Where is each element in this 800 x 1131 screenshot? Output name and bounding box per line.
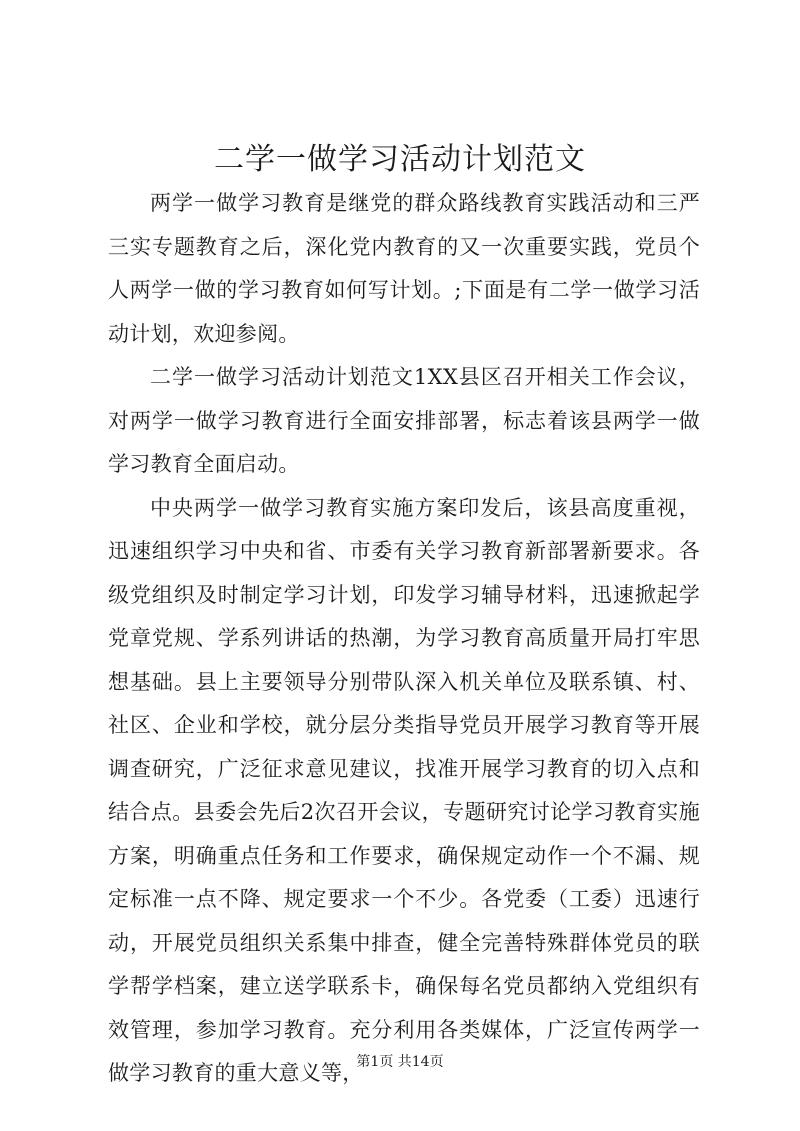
page-footer: 第1页 共14页 (356, 1054, 444, 1070)
document-body (108, 182, 700, 1096)
document-title: 二学一做学习活动计划范文 (214, 142, 586, 177)
paragraph-meeting: 二学一做学习活动计划范文1XX县区召开相关工作会议，对两学一做学习教育进行全面安排部署，标志着该县两学一做学习教育全面启动。 (108, 365, 700, 476)
paragraph-implementation: 中央两学一做学习教育实施方案印发后，该县高度重视，迅速组织学习中央和省、市委有关学习教育新部署新要求。各级党组织及时制定学习计划，印发学习辅导材料，迅速掀起学党章党规、学系列讲话的热潮，为学习教育高质量开局打牢思想基础。县上主要领导分别带队深入机关单位及联系镇、村、社区、企业和学校，就分层分类指导党员开展学习教育等开展调查研究，广泛征求意见建议，找准开展学习教育的切入点和结合点。县委会先后2次召开会议，专题研究讨论学习教育实施方案，明确重点任务和工作要求，确保规定动作一个不漏、规定标准一点不降、规定要求一个不少。各党委（工委）迅速行动，开展党员组织关系集中排查，健全完善特殊群体党员的联学帮学档案，建立送学联系卡，确保每名党员都纳入党组织有效管理，参加学习教育。充分利用各类媒体，广泛宣传两学一做学习教育的重大意义等， (108, 495, 700, 1085)
paragraph-intro: 两学一做学习教育是继党的群众路线教育实践活动和三严三实专题教育之后，深化党内教育的又一次重要实践，党员个人两学一做的学习教育如何写计划。;下面是有二学一做学习活动计划，欢迎参阅。 (108, 191, 700, 346)
